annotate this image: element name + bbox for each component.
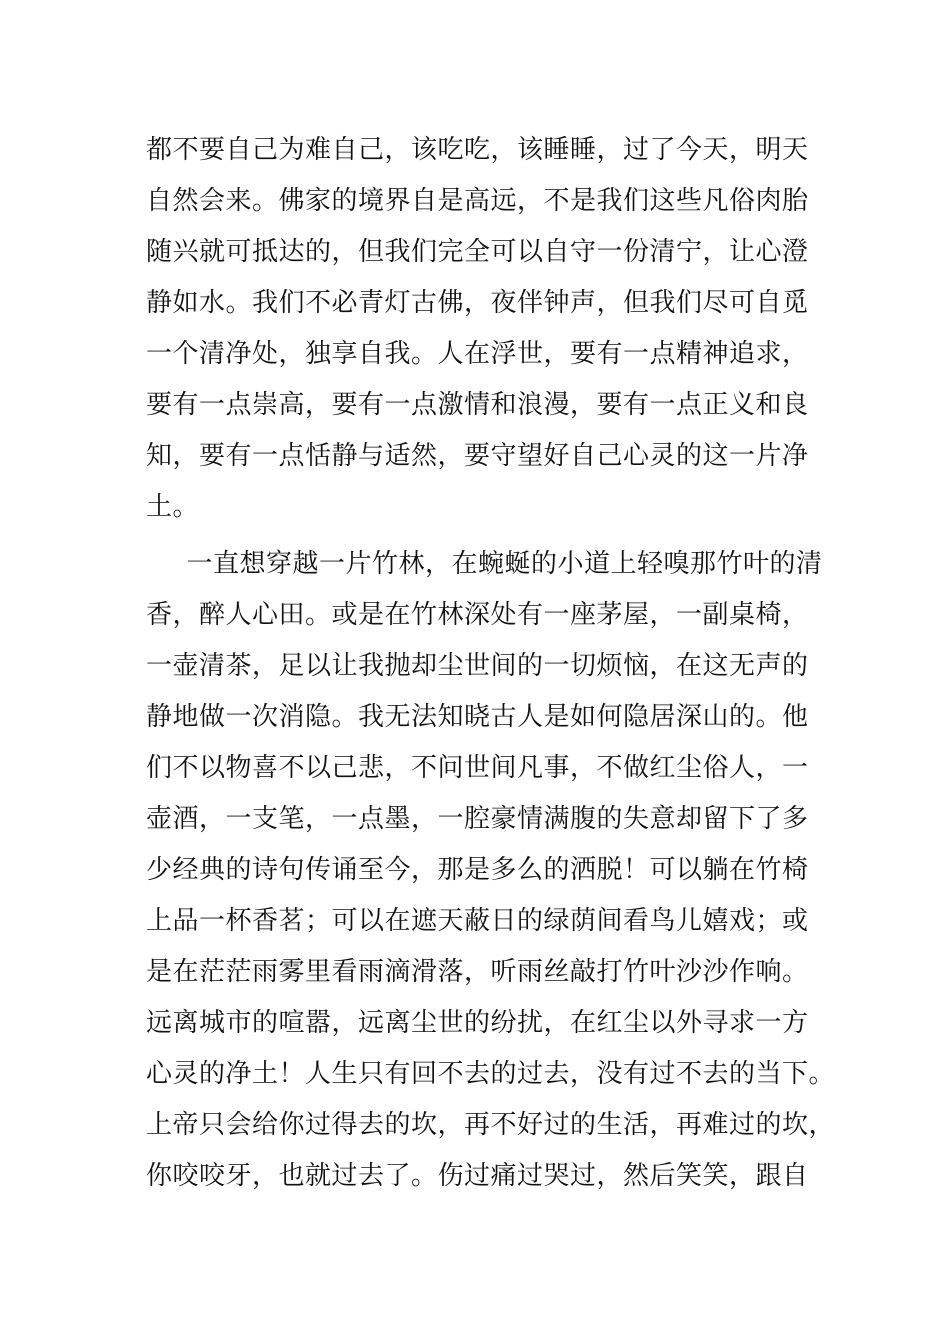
text-line: 们不以物喜不以己悲，不问世间凡事，不做红尘俗人，一 [146, 753, 809, 783]
text-line: 上品一杯香茗；可以在遮天蔽日的绿荫间看鸟儿嬉戏；或 [146, 906, 809, 936]
text-line: 少经典的诗句传诵至今，那是多么的洒脱！可以躺在竹椅 [146, 855, 809, 885]
text-line: 你咬咬牙，也就过去了。伤过痛过哭过，然后笑笑，跟自 [146, 1161, 809, 1191]
text-line: 随兴就可抵达的，但我们完全可以自守一份清宁，让心澄 [146, 237, 809, 267]
text-line: 要有一点崇高，要有一点激情和浪漫，要有一点正义和良 [146, 390, 809, 420]
text-line: 土。 [146, 492, 200, 522]
text-line: 香，醉人心田。或是在竹林深处有一座茅屋，一副桌椅， [146, 600, 809, 630]
text-line: 静地做一次消隐。我无法知晓古人是如何隐居深山的。他 [146, 702, 809, 732]
text-line: 一壶清茶，足以让我抛却尘世间的一切烦恼，在这无声的 [146, 651, 809, 681]
text-line: 一个清净处，独享自我。人在浮世，要有一点精神追求， [146, 339, 809, 369]
text-line: 自然会来。佛家的境界自是高远，不是我们这些凡俗肉胎 [146, 186, 809, 216]
text-line: 知，要有一点恬静与适然，要守望好自己心灵的这一片净 [146, 441, 809, 471]
text-line: 是在茫茫雨雾里看雨滴滑落，听雨丝敲打竹叶沙沙作响。 [146, 957, 809, 987]
text-line: 一直想穿越一片竹林，在蜿蜒的小道上轻嗅那竹叶的清 [160, 549, 823, 579]
text-line: 壶酒，一支笔，一点墨，一腔豪情满腹的失意却留下了多 [146, 804, 809, 834]
text-line: 上帝只会给你过得去的坎，再不好过的生活，再难过的坎， [146, 1110, 836, 1140]
text-line: 静如水。我们不必青灯古佛，夜伴钟声，但我们尽可自觅 [146, 288, 809, 318]
text-line: 心灵的净土！人生只有回不去的过去，没有过不去的当下。 [146, 1059, 836, 1089]
text-line: 都不要自己为难自己，该吃吃，该睡睡，过了今天，明天 [146, 135, 809, 165]
text-line: 远离城市的喧嚣，远离尘世的纷扰，在红尘以外寻求一方 [146, 1008, 809, 1038]
